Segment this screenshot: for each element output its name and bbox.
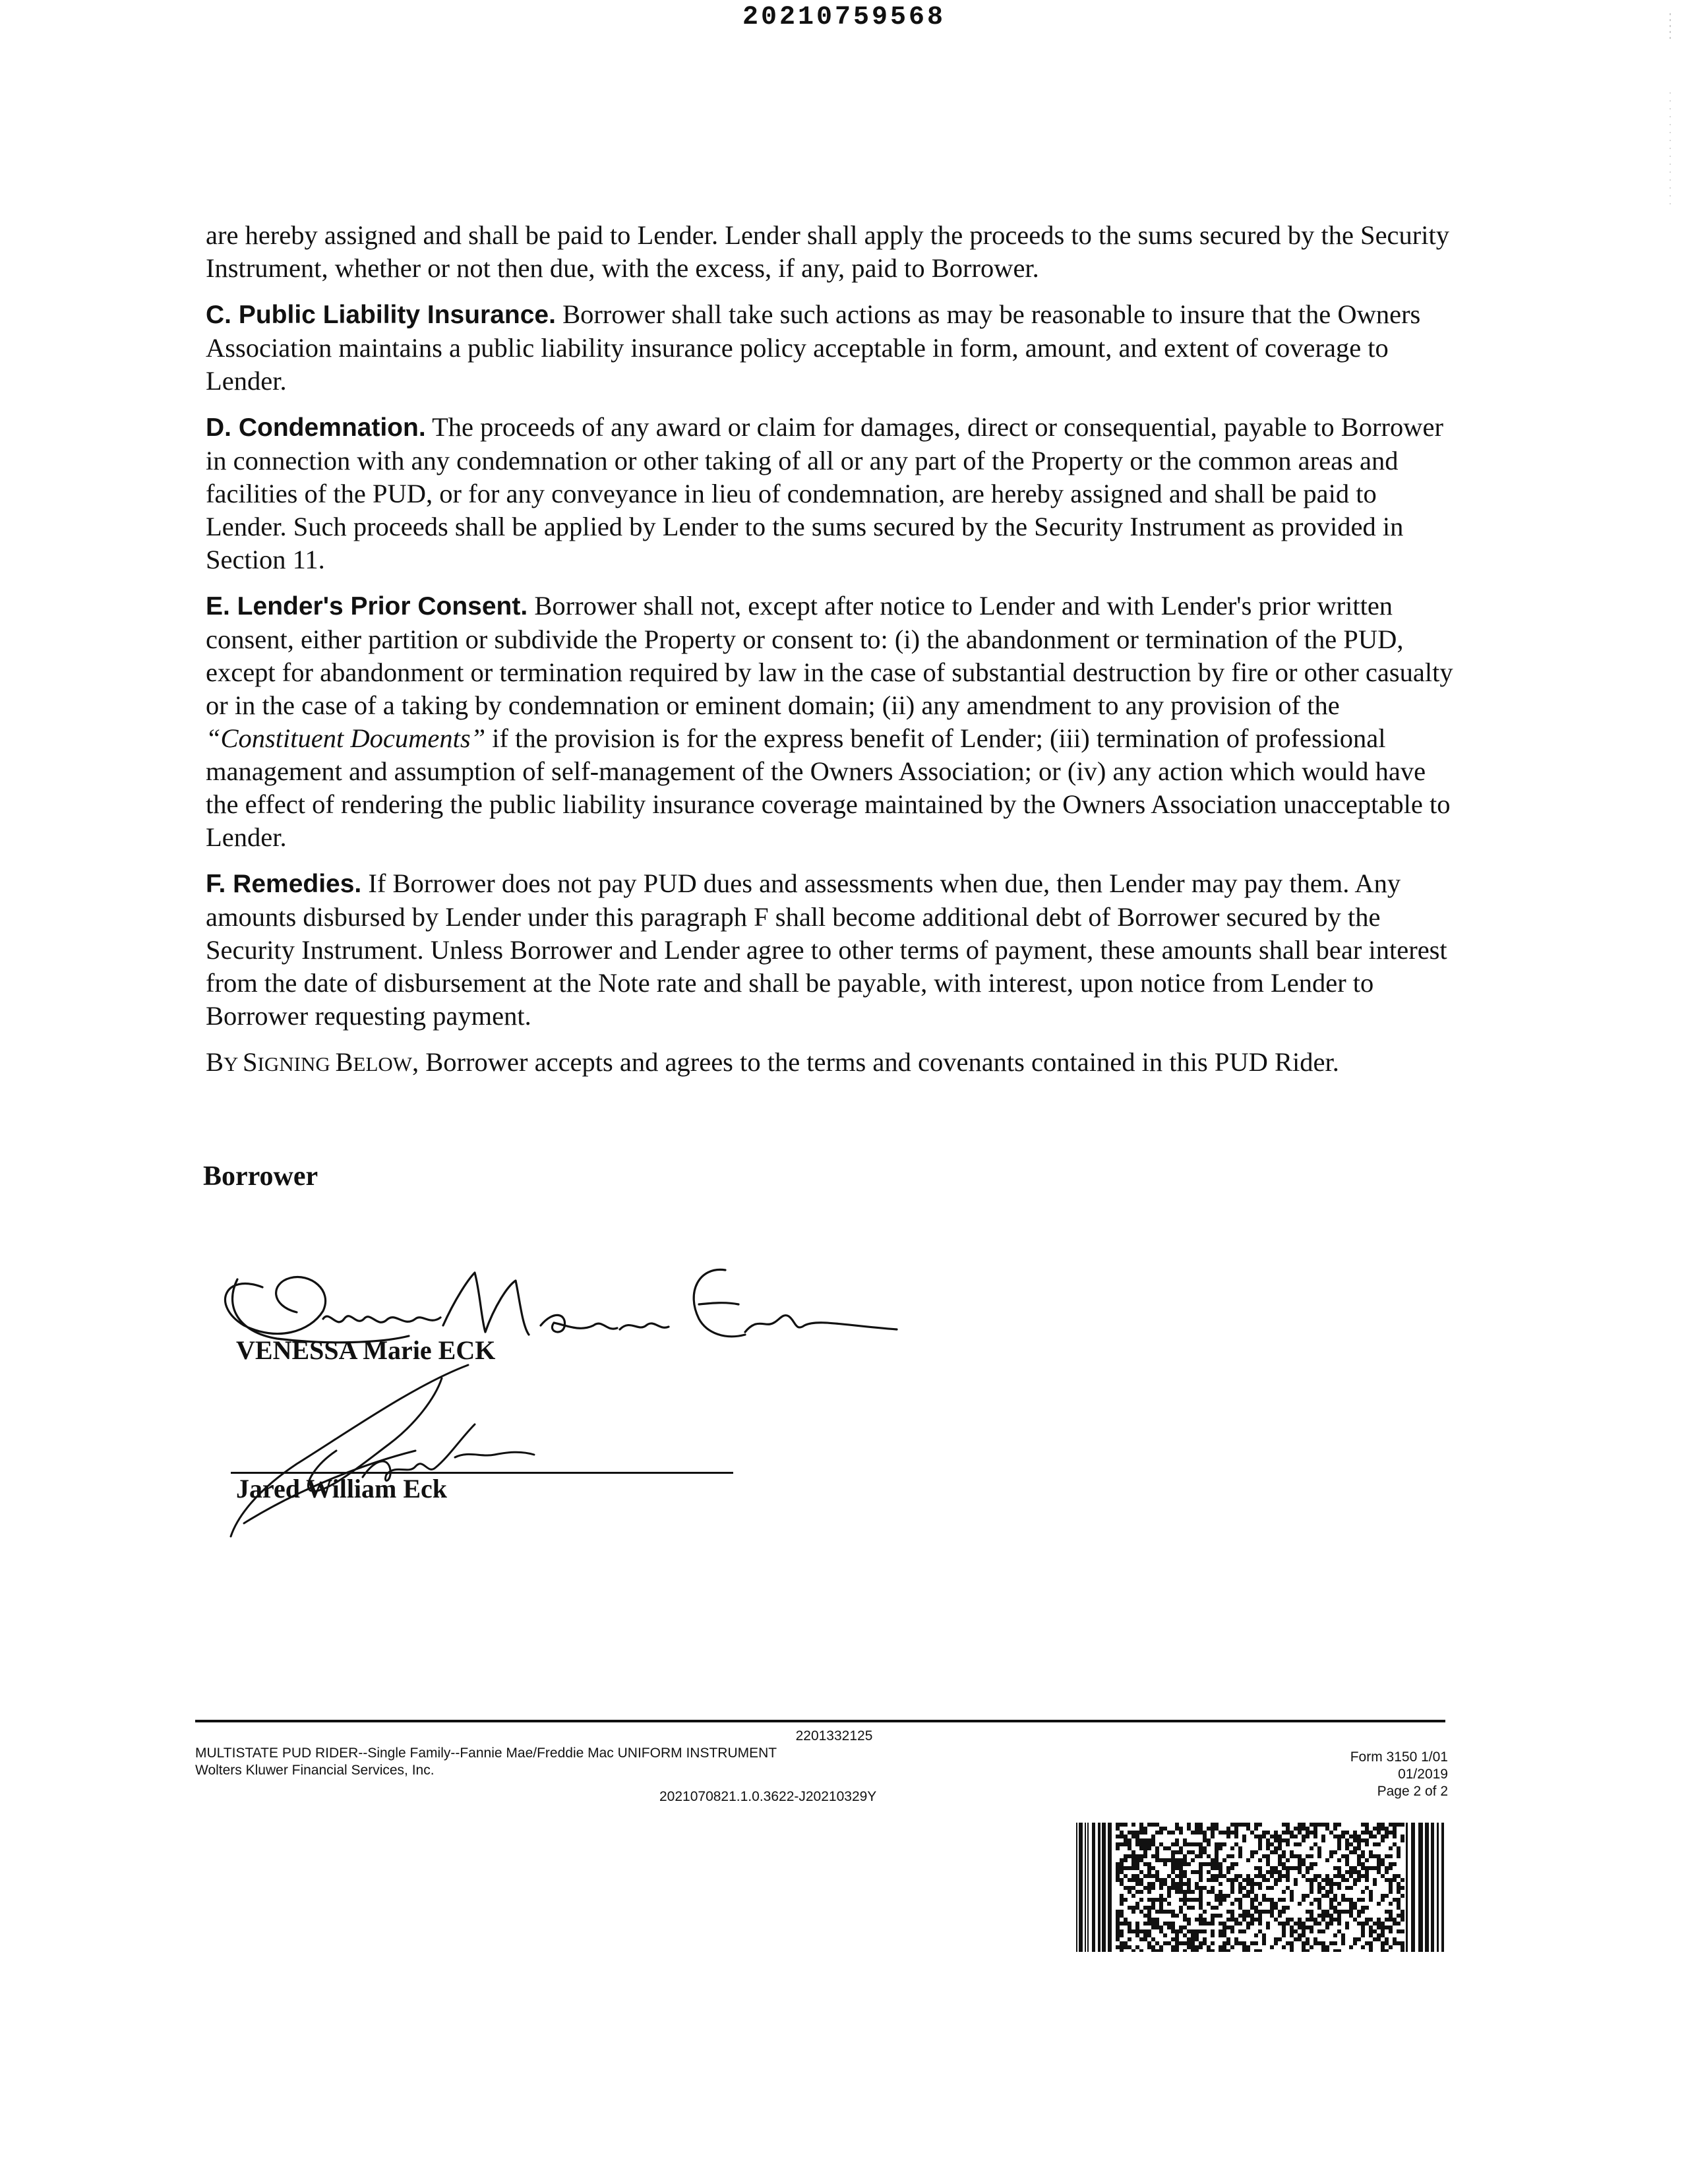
signing-by-initial: B <box>206 1047 224 1077</box>
form-revision: 01/2019 <box>1398 1767 1448 1782</box>
section-e-heading: E. Lender's Prior Consent. <box>206 592 528 621</box>
signing-below-initial: B <box>335 1047 353 1077</box>
paragraph-continuation-text: are hereby assigned and shall be paid to Lender. Lender shall apply the proceeds to the sums secured by the Security Instrument, whether or not then due, with the excess, if any, paid to Borrower. <box>206 220 1450 283</box>
page-number: Page 2 of 2 <box>1377 1784 1448 1799</box>
signing-signing-rest: IGNING <box>257 1052 336 1076</box>
signer-1-name: VENESSA Marie ECK <box>236 1335 496 1365</box>
recording-number: 20210759568 <box>742 3 946 32</box>
publisher: Wolters Kluwer Financial Services, Inc. <box>195 1763 435 1778</box>
section-f-heading: F. Remedies. <box>206 870 362 898</box>
signing-statement <box>206 1046 1459 1081</box>
signature-jared <box>218 1358 626 1550</box>
signing-statement-text: , Borrower accepts and agrees to the terms and covenants contained in this PUD Rider. <box>412 1047 1339 1077</box>
signing-by-rest: Y <box>224 1052 243 1076</box>
paragraph-continuation <box>206 219 1459 285</box>
form-title: MULTISTATE PUD RIDER--Single Family--Fannie Mae/Freddie Mac UNIFORM INSTRUMENT <box>195 1745 777 1761</box>
form-number: Form 3150 1/01 <box>1350 1749 1448 1765</box>
signing-below-rest: ELOW <box>353 1052 413 1076</box>
signer-2-name: Jared William Eck <box>236 1474 448 1503</box>
footer-rule <box>195 1720 1445 1722</box>
signing-signing-initial: S <box>243 1047 258 1077</box>
section-f <box>206 867 1459 1033</box>
section-e-defined-term: “Constituent Documents” <box>206 723 486 753</box>
section-d-text: The proceeds of any award or claim for damages, direct or consequential, payable to Borrower in connection with any condemnation or other taking of all or any part of the Property or the common areas and facilities of the PUD, or for any conveyance in lieu of condemnation, are hereby assigned and shall be paid to Lender. Such proceeds shall be applied by Lender to the sums secured by the Security Instrument as provided in Section 11. <box>206 412 1443 574</box>
section-c-text: Borrower shall take such actions as may be reasonable to insure that the Owners Association maintains a public liability insurance policy acceptable in form, amount, and extent of coverage to Lender. <box>206 299 1421 396</box>
scan-edge-marks <box>1667 13 1673 211</box>
section-f-text: If Borrower does not pay PUD dues and assessments when due, then Lender may pay them. Any amounts disbursed by Lender under this paragraph F shall become additional debt of Borrower secured by the Security Instrument. Unless Borrower and Lender agree to other terms of payment, these amounts shall bear interest from the date of disbursement at the Note rate and shall be payable, with interest, upon notice from Lender to Borrower requesting payment. <box>206 868 1447 1031</box>
section-d-heading: D. Condemnation. <box>206 413 426 442</box>
borrower-label: Borrower <box>203 1161 318 1192</box>
rider-body <box>206 219 1459 1094</box>
barcode <box>1076 1823 1445 1952</box>
document-code: 2021070821.1.0.3622-J20210329Y <box>659 1789 877 1804</box>
section-e-text-after: if the provision is for the express benefit of Lender; (iii) termination of professional management and assumption of self-management of the Owners Association; or (iv) any action which would have the effect of rendering the public liability insurance coverage maintained by the Owners Association unacceptable to Lender. <box>206 723 1451 852</box>
section-c-heading: C. Public Liability Insurance. <box>206 301 556 329</box>
section-e <box>206 590 1459 854</box>
section-c <box>206 298 1459 398</box>
loan-number: 2201332125 <box>795 1728 873 1744</box>
section-d <box>206 411 1459 576</box>
section-e-text-before: Borrower shall not, except after notice to Lender and with Lender's prior written consent, either partition or subdivide the Property or consent to: (i) the abandonment or termination of the PUD, except for abandonment or termination required by law in the case of substantial destruction by fire or other casualty or in the case of a taking by condemnation or eminent domain; (ii) any amendment to any provision of the <box>206 591 1453 720</box>
